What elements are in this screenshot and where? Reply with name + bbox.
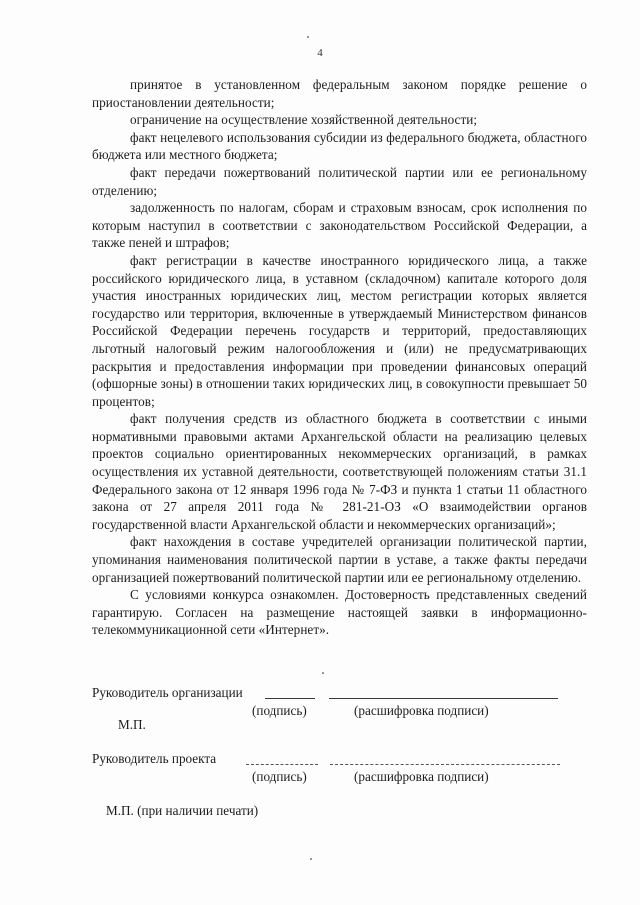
paragraph: факт регистрации в качестве иностранного юридического лица, а также российского юридического лица, в уставном (складочном) капитале которого доля участия иностранных юридических лиц, местом регистрации которых является государство или территория, включенные в утверждаемый Министерством финансов Российской Федерации перечень государств и территорий, предоставляющих льготный налоговый режим налогообложения и (или) не предусматривающих раскрытия и предоставления информации при проведении финансовых операций (офшорные зоны) в отношении таких юридических лиц, в совокупности превышает 50 процентов; — [92, 252, 587, 409]
paragraph: задолженность по налогам, сборам и страховым взносам, срок исполнения по которым наступил в соответствии с законодательством Российской Федерации, а также пеней и штрафов; — [92, 200, 587, 251]
org-head-decoding-line — [329, 698, 558, 699]
paragraph: факт получения средств из областного бюджета в соответствии с иными нормативными правовыми актами Архангельской области на реализацию целевых проектов социально ориентированных некоммерческих организаций, в рамках осуществления их уставной деятельности, соответствующей положениям статьи 31.1 Федерального закона от 12 января 1996 года № 7-ФЗ и пункта 1 статьи 11 областного закона от 27 апреля 2011 года № 281-21-ОЗ «О взаимодействии органов государственной власти Архангельской области и некоммерческих организаций»; — [92, 411, 587, 532]
decoding-caption: (расшифровка подписи) — [354, 769, 489, 784]
stamp-label: М.П. — [118, 717, 146, 732]
project-head-signature-line — [246, 764, 318, 765]
scan-speck — [310, 858, 312, 860]
paragraph: ограничение на осуществление хозяйственной деятельности; — [130, 112, 478, 128]
signature-caption: (подпись) — [252, 769, 307, 784]
scan-speck — [307, 36, 309, 38]
signature-caption: (подпись) — [252, 703, 307, 718]
project-head-decoding-line — [330, 764, 560, 765]
paragraph: факт передачи пожертвований политической партии или ее региональному отделению; — [92, 164, 587, 198]
paragraph: факт нецелевого использования субсидии из федерального бюджета, областного бюджета или местного бюджета; — [92, 129, 587, 163]
scan-speck — [322, 672, 324, 674]
org-head-signature-line — [265, 698, 315, 699]
page-number: 4 — [317, 47, 323, 59]
consent-paragraph: С условиями конкурса ознакомлен. Достоверность представленных сведений гарантирую. Согласен на размещение настоящей заявки в информационно-телекоммуникационной сети «Интернет». — [92, 587, 587, 638]
project-head-label: Руководитель проекта — [92, 751, 217, 766]
stamp-optional-label: М.П. (при наличии печати) — [106, 803, 259, 818]
paragraph: принятое в установленном федеральным законом порядке решение о приостановлении деятельности; — [92, 77, 587, 110]
document-body — [92, 76, 587, 639]
org-head-label: Руководитель организации — [92, 685, 243, 700]
decoding-caption: (расшифровка подписи) — [354, 703, 489, 718]
paragraph: факт нахождения в составе учредителей организации политической партии, упоминания наименования политической партии в уставе, а также факты передачи организацией пожертвований политической партии или ее региональному отделению. — [92, 534, 587, 585]
